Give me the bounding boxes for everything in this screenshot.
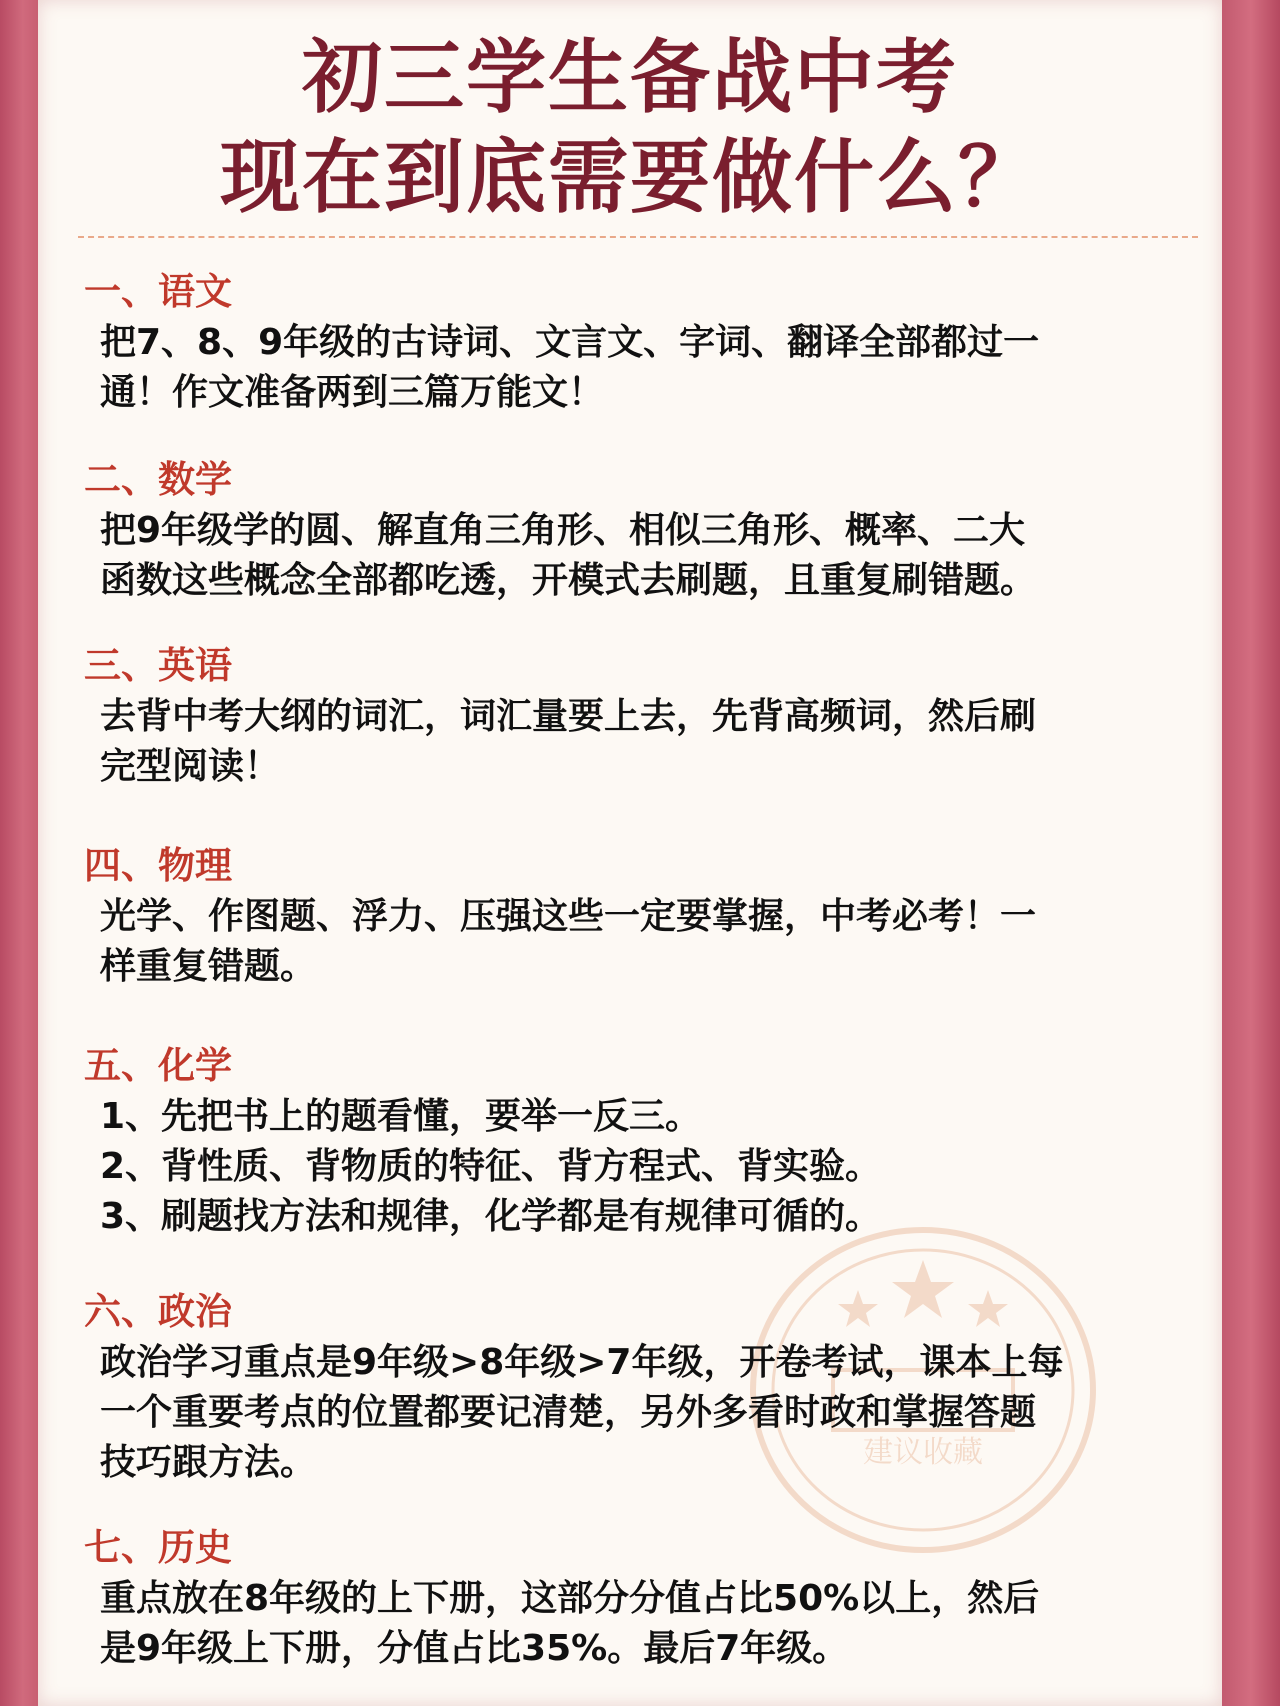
section-chemistry	[84, 1042, 1194, 1242]
section-body	[100, 892, 1194, 992]
section-politics	[84, 1288, 1194, 1488]
section-heading: 三、英语	[84, 644, 232, 687]
section-line: 技巧跟方法。	[100, 1442, 317, 1483]
seal-text: 建议收藏	[863, 1435, 983, 1470]
section-heading: 六、政治	[84, 1290, 232, 1333]
page-title	[38, 28, 1222, 228]
section-math	[84, 456, 1194, 606]
poster-card	[38, 0, 1222, 1706]
section-body	[100, 1092, 1194, 1242]
title-line-2: 现在到底需要做什么？	[220, 131, 1040, 224]
section-body	[100, 1338, 1194, 1488]
section-line: 把9年级学的圆、解直角三角形、相似三角形、概率、二大	[100, 510, 1026, 551]
section-heading: 七、历史	[84, 1526, 232, 1569]
section-line: 光学、作图题、浮力、压强这些一定要掌握，中考必考！一	[100, 896, 1037, 937]
section-line: 完型阅读！	[100, 746, 281, 787]
section-heading: 五、化学	[84, 1044, 232, 1087]
section-line: 把7、8、9年级的古诗词、文言文、字词、翻译全部都过一	[100, 322, 1040, 363]
section-body	[100, 1574, 1194, 1674]
section-line: 政治学习重点是9年级>8年级>7年级，开卷考试，课本上每	[100, 1342, 1064, 1383]
section-english	[84, 642, 1194, 792]
section-line: 3、刷题找方法和规律，化学都是有规律可循的。	[100, 1196, 882, 1237]
section-line: 是9年级上下册，分值占比35%。最后7年级。	[100, 1628, 849, 1669]
section-line: 通！作文准备两到三篇万能文！	[100, 372, 605, 413]
section-history	[84, 1524, 1194, 1674]
section-line: 2、背性质、背物质的特征、背方程式、背实验。	[100, 1146, 882, 1187]
section-line: 1、先把书上的题看懂，要举一反三。	[100, 1096, 702, 1137]
section-heading: 四、物理	[84, 844, 232, 887]
section-chinese	[84, 268, 1194, 418]
title-line-1: 初三学生备战中考	[302, 31, 958, 124]
dashed-divider	[78, 236, 1198, 238]
section-body	[100, 506, 1194, 606]
section-body	[100, 692, 1194, 792]
section-heading: 二、数学	[84, 458, 232, 501]
section-line: 一个重要考点的位置都要记清楚，另外多看时政和掌握答题	[100, 1392, 1037, 1433]
left-border	[0, 0, 38, 1706]
section-line: 重点放在8年级的上下册，这部分分值占比50%以上，然后	[100, 1578, 1040, 1619]
section-line: 样重复错题。	[100, 946, 317, 987]
section-line: 去背中考大纲的词汇，词汇量要上去，先背高频词，然后刷	[100, 696, 1037, 737]
section-heading: 一、语文	[84, 270, 232, 313]
section-line: 函数这些概念全部都吃透，开模式去刷题，且重复刷错题。	[100, 560, 1037, 601]
section-body	[100, 318, 1194, 418]
right-border	[1222, 0, 1280, 1706]
section-physics	[84, 842, 1194, 992]
